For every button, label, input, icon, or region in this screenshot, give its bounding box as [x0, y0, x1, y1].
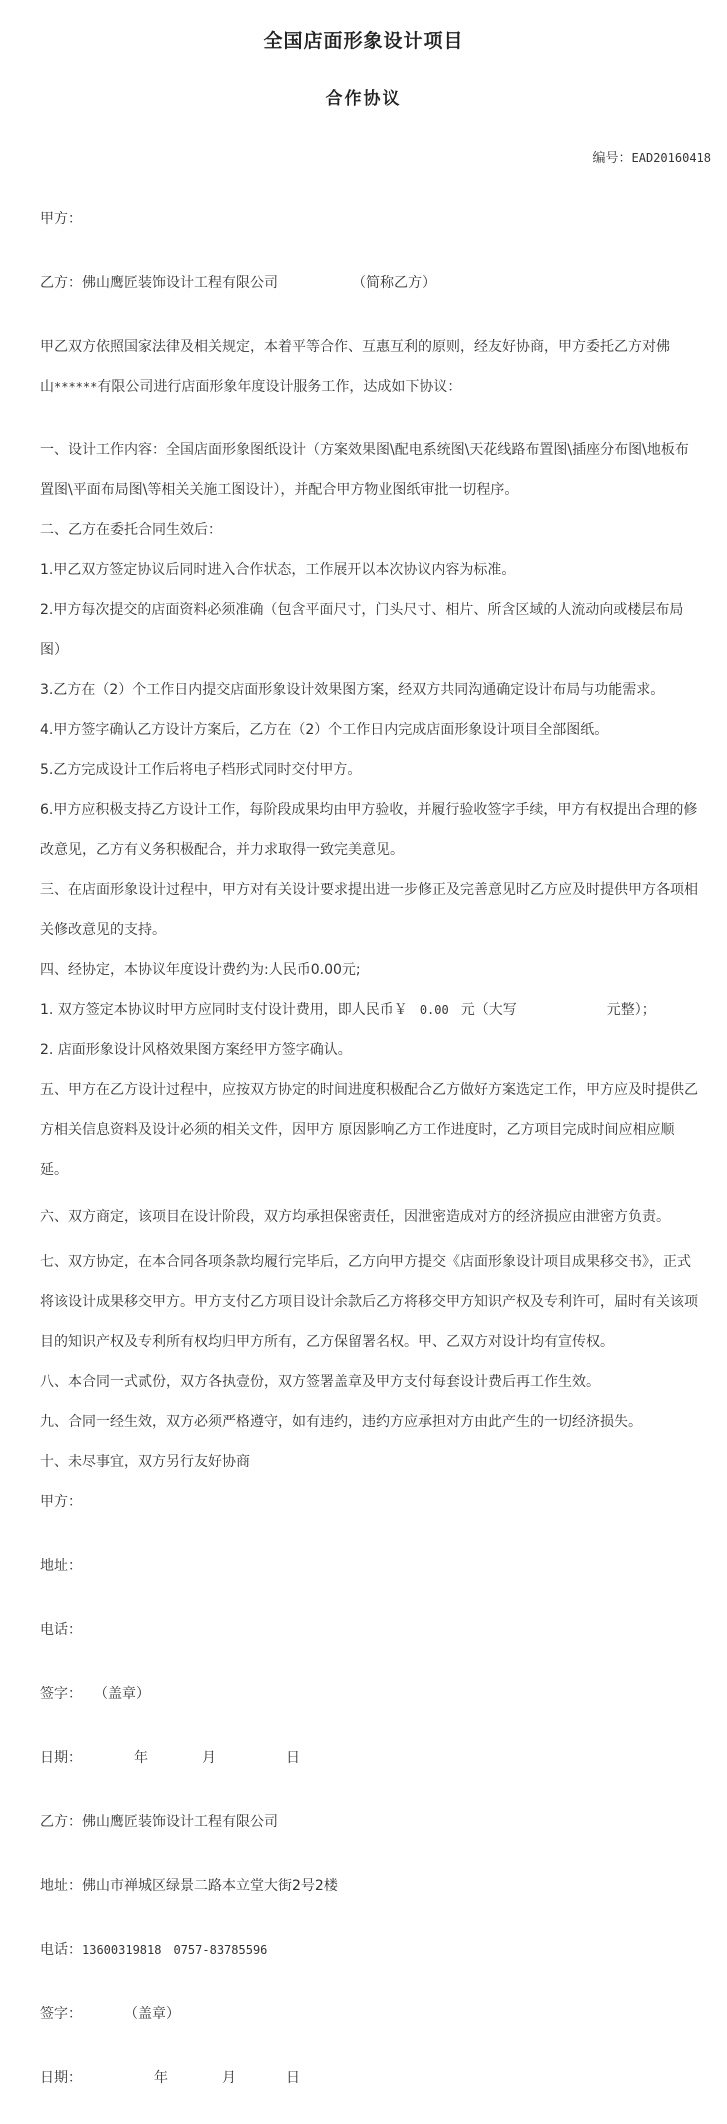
intro-prefix: 山 — [40, 379, 54, 395]
payment-uppercase-label: 元（大写 — [460, 1002, 517, 1018]
sig-b-address-value: 佛山市禅城区绿景二路本立堂大街2号2楼 — [82, 1878, 338, 1894]
section-2-item-4: 4.甲方签字确认乙方设计方案后，乙方在（2）个工作日内完成店面形象设计项目全部图纸。 — [40, 722, 609, 738]
section-2-item-2-line-2: 图） — [40, 642, 68, 658]
section-5-line-1: 五、甲方在乙方设计过程中，应按双方协定的时间进度积极配合乙方做好方案选定工作，甲方应及时提供乙 — [40, 1082, 698, 1098]
document-number-label: 编号： — [592, 151, 632, 166]
sig-a-sign — [40, 1684, 712, 1704]
sig-a-date — [40, 1748, 712, 1768]
sig-a-year: 年 — [134, 1750, 148, 1766]
intro-line-1: 甲乙双方依照国家法律及相关规定，本着平等合作、互惠互利的原则，经友好协商，甲方委托乙方对佛 — [40, 339, 670, 355]
section-5-line-2: 方相关信息资料及设计必须的相关文件，因甲方 原因影响乙方工作进度时，乙方项目完成时间应相应顺 — [40, 1122, 675, 1138]
section-8: 八、本合同一式贰份，双方各执壹份，双方签署盖章及甲方支付每套设计费后再工作生效。 — [40, 1374, 600, 1390]
sig-b-sign-label: 签字： — [40, 2006, 82, 2022]
section-2-item-5: 5.乙方完成设计工作后将电子档形式同时交付甲方。 — [40, 762, 362, 778]
sig-b-phone — [40, 1940, 712, 1960]
sig-b-day: 日 — [286, 2070, 300, 2086]
section-7-line-2: 将该设计成果移交甲方。甲方支付乙方项目设计余款后乙方将移交甲方知识产权及专利许可，届时有关该项 — [40, 1294, 698, 1310]
section-2-item-2-line-1: 2.甲方每次提交的店面资料必须准确（包含平面尺寸，门头尺寸、相片、所含区域的人流动向或楼层布局 — [40, 602, 684, 618]
party-b-header — [40, 273, 712, 293]
section-2-item-1: 1.甲乙双方签定协议后同时进入合作状态，工作展开以本次协议内容为标准。 — [40, 562, 516, 578]
sig-a-sign-label: 签字： — [40, 1686, 82, 1702]
sig-b-year: 年 — [154, 2070, 168, 2086]
document-number-value: EAD20160418 — [631, 151, 711, 165]
section-2-item-6-line-1: 6.甲方应积极支持乙方设计工作，每阶段成果均由甲方验收，并履行验收签字手续，甲方有权提出合理的修 — [40, 802, 698, 818]
section-3-line-1: 三、在店面形象设计过程中，甲方对有关设计要求提出进一步修正及完善意见时乙方应及时提供甲方各项相 — [40, 882, 698, 898]
party-b-short: （简称乙方） — [352, 275, 436, 291]
payment-text: 1. 双方签定本协议时甲方应同时支付设计费用，即人民币￥ — [40, 1002, 408, 1018]
sig-a-phone: 电话： — [40, 1622, 82, 1638]
section-4-item-2: 2. 店面形象设计风格效果图方案经甲方签字确认。 — [40, 1042, 352, 1058]
sig-b-name: 佛山鹰匠装饰设计工程有限公司 — [82, 1814, 278, 1830]
sig-b-date-label: 日期： — [40, 2070, 82, 2086]
sig-a-day: 日 — [286, 1750, 300, 1766]
section-2-item-6-line-2: 改意见，乙方有义务积极配合，并力求取得一致完美意见。 — [40, 842, 404, 858]
sig-b-seal: （盖章） — [124, 2006, 180, 2022]
section-5-line-3: 延。 — [40, 1162, 68, 1178]
sig-a-address: 地址： — [40, 1558, 82, 1574]
section-1-line-1: 一、设计工作内容：全国店面形象图纸设计（方案效果图\配电系统图\天花线路布置图\插座分布图\地板布 — [40, 442, 689, 458]
intro-masked-company: ****** — [54, 380, 98, 394]
section-3-line-2: 关修改意见的支持。 — [40, 922, 166, 938]
intro-line-2 — [40, 377, 712, 397]
document-title: 全国店面形象设计项目 — [263, 30, 464, 52]
document-number — [593, 147, 712, 166]
section-7-line-1: 七、双方协定，在本合同各项条款均履行完毕后，乙方向甲方提交《店面形象设计项目成果移交书》，正式 — [40, 1254, 691, 1270]
party-b-name: 佛山鹰匠装饰设计工程有限公司 — [82, 275, 278, 291]
party-a-header: 甲方： — [40, 211, 82, 227]
sig-b-party — [40, 1812, 712, 1832]
section-1-line-2: 置图\平面布局图\等相关关施工图设计），并配合甲方物业图纸审批一切程序。 — [40, 482, 519, 498]
party-b-header-label: 乙方： — [40, 275, 82, 291]
sig-a-month: 月 — [202, 1750, 216, 1766]
section-10: 十、未尽事宜，双方另行友好协商 — [40, 1454, 250, 1470]
sig-b-address — [40, 1876, 712, 1896]
payment-uppercase-suffix: 元整）； — [606, 1002, 656, 1018]
sig-b-sign — [40, 2004, 712, 2024]
sig-b-address-label: 地址： — [40, 1878, 82, 1894]
section-4-heading: 四、经协定，本协议年度设计费约为:人民币0.00元; — [40, 962, 361, 978]
payment-amount: 0.00 — [419, 1003, 449, 1017]
sig-b-phone-2: 0757-83785596 — [173, 1943, 268, 1957]
sig-b-label: 乙方： — [40, 1814, 82, 1830]
sig-a-seal: （盖章） — [94, 1686, 150, 1702]
sig-b-date — [40, 2068, 712, 2088]
section-2-item-3: 3.乙方在（2）个工作日内提交店面形象设计效果图方案，经双方共同沟通确定设计布局与功能需求。 — [40, 682, 665, 698]
sig-b-phone-1: 13600319818 — [82, 1943, 162, 1957]
sig-b-phone-label: 电话： — [40, 1942, 82, 1958]
sig-a-date-label: 日期： — [40, 1750, 82, 1766]
section-2-heading: 二、乙方在委托合同生效后： — [40, 522, 222, 538]
section-7-line-3: 目的知识产权及专利所有权均归甲方所有，乙方保留署名权。甲、乙双方对设计均有宣传权。 — [40, 1334, 614, 1350]
sig-b-month: 月 — [222, 2070, 236, 2086]
intro-suffix: 有限公司进行店面形象年度设计服务工作，达成如下协议： — [97, 379, 462, 395]
document-subtitle: 合作协议 — [325, 89, 402, 109]
section-4-item-1 — [40, 1000, 712, 1020]
sig-a-party: 甲方： — [40, 1494, 82, 1510]
section-6: 六、双方商定，该项目在设计阶段，双方均承担保密责任，因泄密造成对方的经济损应由泄密方负责。 — [40, 1209, 670, 1225]
section-9: 九、合同一经生效，双方必须严格遵守，如有违约，违约方应承担对方由此产生的一切经济损失。 — [40, 1414, 642, 1430]
